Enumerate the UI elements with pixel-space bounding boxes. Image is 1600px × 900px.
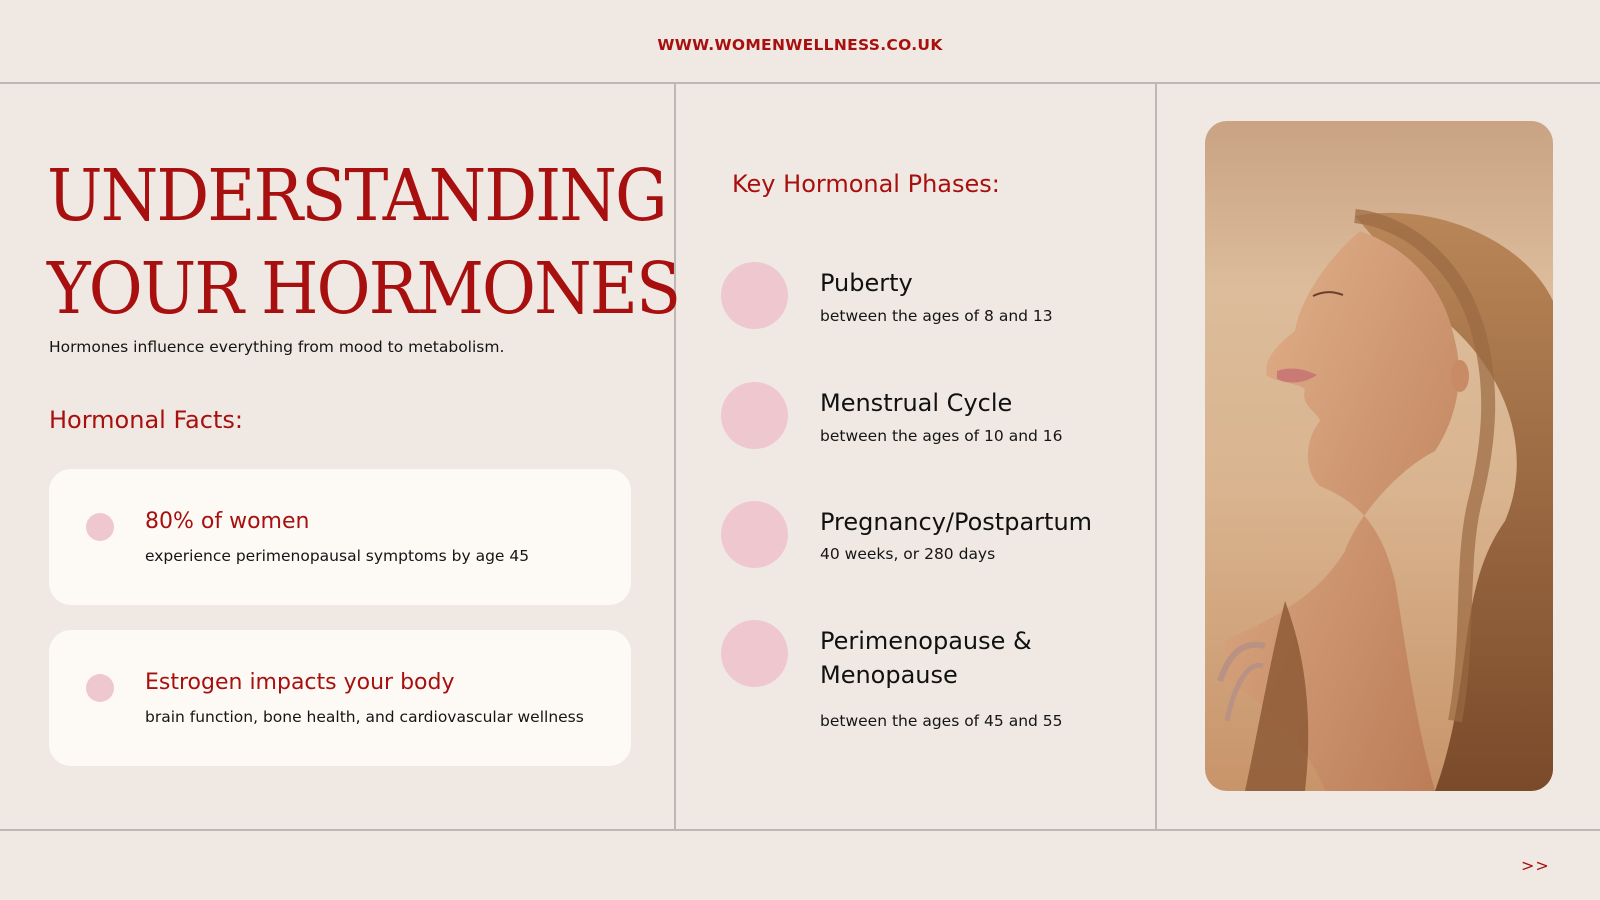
next-page-button[interactable]: >> bbox=[1521, 856, 1550, 875]
portrait-illustration bbox=[1205, 121, 1553, 791]
site-url[interactable]: WWW.WOMENWELLNESS.CO.UK bbox=[657, 36, 943, 54]
bullet-dot-icon bbox=[86, 674, 114, 702]
phase-description: between the ages of 10 and 16 bbox=[820, 427, 1063, 445]
phase-circle-icon bbox=[721, 262, 788, 329]
phase-circle-icon bbox=[721, 382, 788, 449]
phase-title: Menstrual Cycle bbox=[820, 389, 1013, 417]
top-divider bbox=[0, 82, 1600, 84]
phase-circle-icon bbox=[721, 501, 788, 568]
facts-heading: Hormonal Facts: bbox=[49, 406, 243, 434]
phases-heading: Key Hormonal Phases: bbox=[732, 170, 1000, 198]
fact-description: brain function, bone health, and cardiovascular wellness bbox=[145, 708, 584, 726]
phase-description: between the ages of 45 and 55 bbox=[820, 712, 1063, 730]
fact-description: experience perimenopausal symptoms by age 45 bbox=[145, 547, 530, 565]
portrait-photo bbox=[1205, 121, 1553, 791]
title-line-1: UNDERSTANDING bbox=[47, 154, 666, 238]
phase-title: Perimenopause & Menopause bbox=[820, 627, 1032, 689]
fact-title: Estrogen impacts your body bbox=[145, 670, 455, 695]
phase-description: 40 weeks, or 280 days bbox=[820, 545, 996, 563]
title-line-2: YOUR HORMONES bbox=[47, 247, 680, 331]
phase-title: Puberty bbox=[820, 269, 913, 297]
subtitle: Hormones influence everything from mood to metabolism. bbox=[49, 338, 505, 356]
column-divider-right bbox=[1155, 82, 1157, 831]
bottom-divider bbox=[0, 829, 1600, 831]
phase-title: Pregnancy/Postpartum bbox=[820, 508, 1093, 536]
fact-title: 80% of women bbox=[145, 509, 310, 534]
bullet-dot-icon bbox=[86, 513, 114, 541]
phase-description: between the ages of 8 and 13 bbox=[820, 307, 1053, 325]
fact-card bbox=[49, 469, 631, 605]
page-title bbox=[47, 150, 679, 336]
phase-circle-icon bbox=[721, 620, 788, 687]
fact-card bbox=[49, 630, 631, 766]
